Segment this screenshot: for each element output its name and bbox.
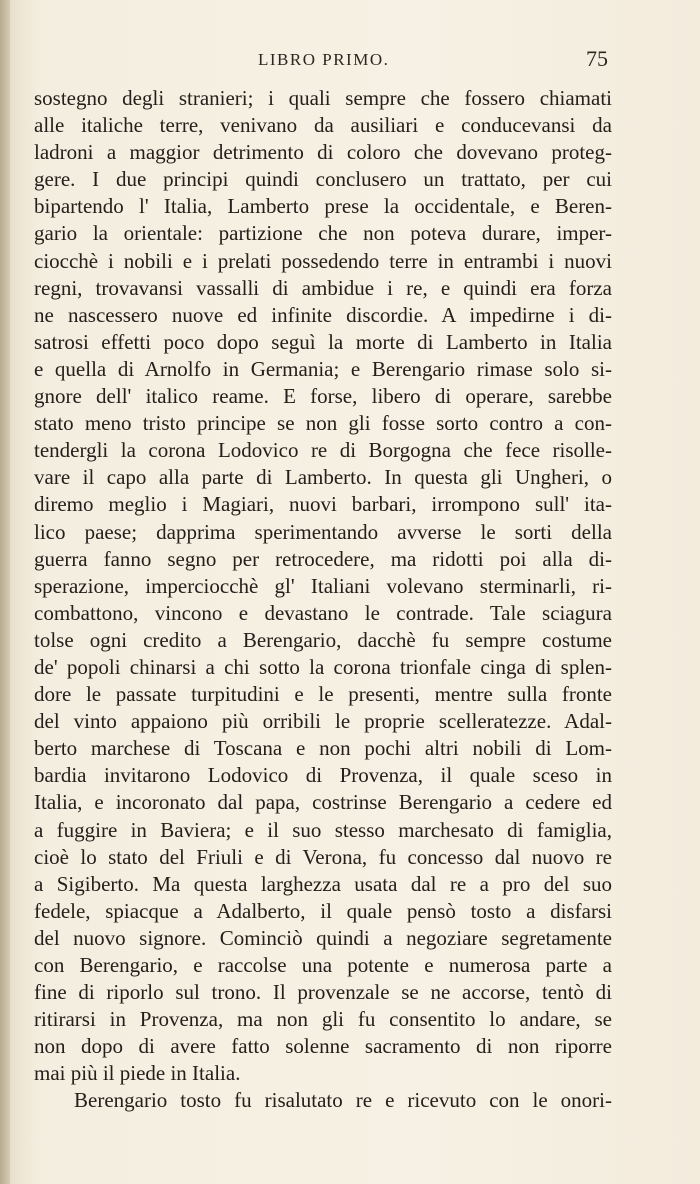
text-line: vare il capo alla parte di Lamberto. In questa gli Ungheri, o [34,465,612,490]
text-line: satrosi effetti poco dopo seguì la morte di Lamberto in Italia [34,329,612,354]
text-line: dore le passate turpitudini e le presenti, mentre sulla fronte [34,682,612,707]
text-line: con Berengario, e raccolse una potente e numerosa parte a [34,953,612,977]
text-line: combattono, vincono e devastano le contrade. Tale sciagura [34,600,612,625]
text-line: tendergli la corona Lodovico re di Borgogna che fece risolle- [34,438,612,463]
text-line: fedele, spiacque a Adalberto, il quale pensò tosto a disfarsi [34,898,612,923]
text-line: a fuggire in Baviera; e il suo stesso marchesato di famiglia, [34,817,612,842]
paragraph-start-line: Berengario tosto fu risalutato re e ricevuto con le onori- [74,1088,612,1113]
text-line: cioè lo stato del Friuli e di Verona, fu concesso dal nuovo re [34,844,612,869]
text-line: ne nascessero nuove ed infinite discordie. A impedirne i di- [34,302,612,327]
text-line: sostegno degli stranieri; i quali sempre che fossero chiamati [34,86,612,110]
text-line: sperazione, imperciocchè gl' Italiani volevano sterminarli, ri- [34,573,612,598]
text-line: stato meno tristo principe se non gli fosse sorto contro a con- [34,411,612,436]
text-line: lico paese; dapprima sperimentando avverse le sorti della [34,519,612,544]
text-line: diremo meglio i Magiari, nuovi barbari, irrompono sull' ita- [34,492,612,517]
running-title: LIBRO PRIMO. [258,50,390,69]
page-binding-edge [0,0,10,1184]
text-line: guerra fanno segno per retrocedere, ma ridotti poi alla di- [34,546,612,571]
text-line: alle italiche terre, venivano da ausiliari e conducevansi da [34,113,612,138]
text-line: tolse ogni credito a Berengario, dacchè fu sempre costume [34,627,612,652]
text-line: bipartendo l' Italia, Lamberto prese la occidentale, e Beren- [34,194,612,219]
text-line: ritirarsi in Provenza, ma non gli fu consentito lo andare, se [34,1007,612,1032]
page-number: 75 [586,46,608,71]
text-line: bardia invitarono Lodovico di Provenza, il quale sceso in [34,763,612,788]
text-line: regni, trovavansi vassalli di ambidue i re, e quindi era forza [34,275,612,300]
text-line: e quella di Arnolfo in Germania; e Berengario rimase solo si- [34,356,612,381]
body-text [34,85,612,1115]
text-line: ciocchè i nobili e i prelati possedendo terre in entrambi i nuovi [34,248,612,273]
paragraph-end-line: mai più il piede in Italia. [34,1061,241,1086]
page-header [0,46,700,76]
text-line: del nuovo signore. Cominciò quindi a negoziare segretamente [34,925,612,950]
text-line: Italia, e incoronato dal papa, costrinse Berengario a cedere ed [34,790,612,815]
text-line: gere. I due principi quindi conclusero un trattato, per cui [34,167,612,192]
text-line: gario la orientale: partizione che non poteva durare, imper- [34,221,612,246]
text-line: a Sigiberto. Ma questa larghezza usata dal re a pro del suo [34,871,612,896]
text-line: ladroni a maggior detrimento di coloro che dovevano proteg- [34,140,612,165]
text-line: del vinto appaiono più orribili le proprie scelleratezze. Adal- [34,709,612,734]
text-line: berto marchese di Toscana e non pochi altri nobili di Lom- [34,736,612,761]
text-line: non dopo di avere fatto solenne sacramento di non riporre [34,1034,612,1059]
text-line: de' popoli chinarsi a chi sotto la corona trionfale cinga di splen- [34,654,612,679]
text-line: gnore dell' italico reame. E forse, libero di operare, sarebbe [34,384,612,409]
text-line: fine di riporlo sul trono. Il provenzale se ne accorse, tentò di [34,980,612,1005]
